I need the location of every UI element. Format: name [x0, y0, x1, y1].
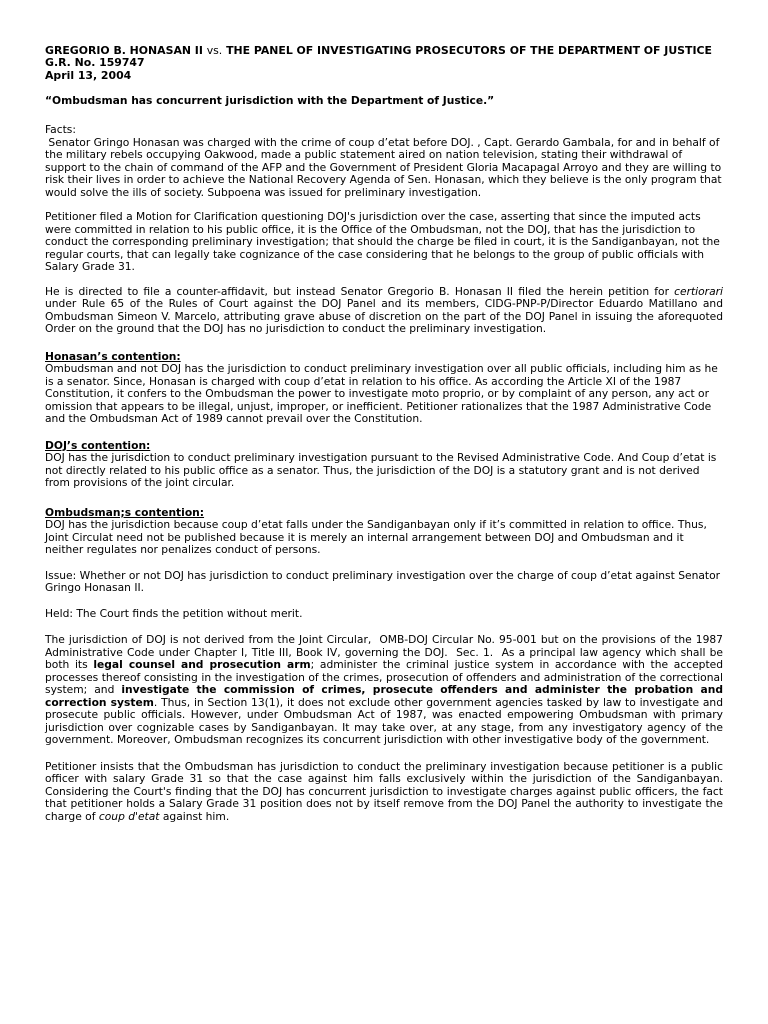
- honasan-contention-heading: Honasan’s contention:: [45, 349, 181, 363]
- legal-counsel-phrase: legal counsel and prosecution arm: [93, 658, 311, 672]
- ruling-p1-text-b: ; administer the criminal justice system in accordance with the accepted processes thereof consisting in the investigation of the crimes, prosecution of offenders and administration of the correctional system; and: [45, 658, 723, 697]
- honasan-contention-section: [45, 351, 723, 426]
- ruling-paragraph-2: [45, 761, 723, 824]
- versus-label: vs.: [206, 44, 223, 57]
- facts-section: [45, 124, 723, 336]
- certiorari-term: certiorari: [674, 284, 723, 298]
- doj-contention-heading: DOJ’s contention:: [45, 438, 151, 452]
- ombudsman-contention-heading: Ombudsman;s contention:: [45, 505, 205, 519]
- ruling-p1-text-c: . Thus, in Section 13(1), it does not exclude other government agencies tasked by law to investigate and prosecute public officials. However, under Ombudsman Act of 1987, was enacted empowering Ombudsman with primary jurisdiction over cognizable cases by Sandiganbayan. It may take over, at any stage, from any investigatory agency of the government. Moreover, Ombudsman recognizes its concurrent jurisdiction with other investigative body of the government.: [45, 695, 723, 747]
- gr-number: G.R. No. 159747: [45, 56, 145, 70]
- doj-contention-section: [45, 440, 723, 490]
- ruling-p2-text-b: against him.: [159, 809, 230, 823]
- respondent-name: THE PANEL OF INVESTIGATING PROSECUTORS OF THE DEPARTMENT OF JUSTICE: [226, 44, 712, 57]
- document-page: [45, 44, 727, 823]
- case-heading: [45, 45, 723, 82]
- facts-paragraph-2: Petitioner filed a Motion for Clarification questioning DOJ's jurisdiction over the case, asserting that since the imputed acts were committed in relation to his public office, it is the Office of the Ombudsman, not the DOJ, that has the jurisdiction to conduct the corresponding preliminary investigation; that should the charge be filed in court, it is the Sandiganbayan, not the regular courts, that can legally take cognizance of the case considering that he belongs to the group of public officials with Salary Grade 31.: [45, 210, 720, 274]
- facts-p3-text-b: under Rule 65 of the Rules of Court against the DOJ Panel and its members, CIDG-PNP-P/Director Eduardo Matillano and Ombudsman Simeon V. Marcelo, attributing grave abuse of discretion on the part of the DOJ Panel in issuing the aforequoted Order on the ground that the DOJ has no jurisdiction to conduct the preliminary investigation.: [45, 297, 723, 336]
- ruling-paragraph-1: [45, 633, 727, 747]
- facts-label: Facts:: [45, 123, 76, 137]
- doj-contention-text: DOJ has the jurisdiction to conduct preliminary investigation pursuant to the Revised Administrative Code. And Coup d’etat is not directly related to his public office as a senator. Thus, the jurisdiction of the DOJ is a statutory grant and is not derived from provisions of the joint circular.: [45, 451, 717, 490]
- ruling-p2-text-a: Petitioner insists that the Ombudsman has jurisdiction to conduct the preliminary investigation because petitioner is a public officer with salary Grade 31 so that the case against him falls exclusively within the jurisdiction of the Sandiganbayan. Considering the Court's finding that the DOJ has concurrent jurisdiction to investigate charges against public officers, the fact that petitioner holds a Salary Grade 31 position does not by itself remove from the DOJ Panel the authority to investigate the charge of: [45, 759, 723, 823]
- facts-paragraph-3: [45, 286, 723, 336]
- ombudsman-contention-text: DOJ has the jurisdiction because coup d’etat falls under the Sandiganbayan only if it’s committed in relation to office. Thus, Joint Circulat need not be published because it is merely an internal arrangement between DOJ and Ombudsman and it neither regulates nor penalizes conduct of persons.: [45, 518, 707, 557]
- coup-detat-term: coup d'etat: [98, 809, 160, 823]
- decision-date: April 13, 2004: [45, 68, 132, 82]
- investigate-commission-phrase: investigate the commission of crimes, prosecute offenders and administer the probation and correction system: [45, 683, 724, 709]
- issue-paragraph: Issue: Whether or not DOJ has jurisdiction to conduct preliminary investigation over the charge of coup d’etat against Senator Gringo Honasan II.: [45, 568, 721, 595]
- petitioner-name: GREGORIO B. HONASAN II: [45, 44, 203, 57]
- honasan-contention-text: Ombudsman and not DOJ has the jurisdiction to conduct preliminary investigation over all public officials, including him as he is a senator. Since, Honasan is charged with coup d’etat in relation to his office. As according the Article XI of the 1987 Constitution, it confers to the Ombudsman the power to investigate moto proprio, or by complaint of any person, any act or omission that appears to be illegal, unjust, improper, or inefficient. Petitioner rationalizes that the 1987 Administrative Code and the Ombudsman Act of 1989 cannot prevail over the Constitution.: [45, 362, 718, 426]
- ombudsman-contention-section: [45, 507, 723, 557]
- doctrine-quote: “Ombudsman has concurrent jurisdiction with the Department of Justice.”: [45, 93, 495, 107]
- facts-p3-text-a: He is directed to file a counter-affidavit, but instead Senator Gregorio B. Honasan II filed the herein petition for: [45, 284, 675, 298]
- case-title: [45, 45, 723, 57]
- facts-paragraph-1: Senator Gringo Honasan was charged with the crime of coup d’etat before DOJ. , Capt. Gerardo Gambala, for and in behalf of the military rebels occupying Oakwood, made a public statement aired on nation television, stating their withdrawal of support to the chain of command of the AFP and the Government of President Gloria Macapagal Arroyo and they are willing to risk their lives in order to achieve the National Recovery Agenda of Sen. Honasan, which they believe is the only program that would solve the ills of society. Subpoena was issued for preliminary investigation.: [45, 135, 725, 199]
- ruling-p1-text-a: The jurisdiction of DOJ is not derived from the Joint Circular, OMB-DOJ Circular No. 95-001 but on the provisions of the 1987 Administrative Code under Chapter I, Title III, Book IV, governing the DOJ. Sec. 1. As a principal law agency which shall be both its: [45, 633, 727, 672]
- held-paragraph: Held: The Court finds the petition without merit.: [45, 606, 303, 620]
